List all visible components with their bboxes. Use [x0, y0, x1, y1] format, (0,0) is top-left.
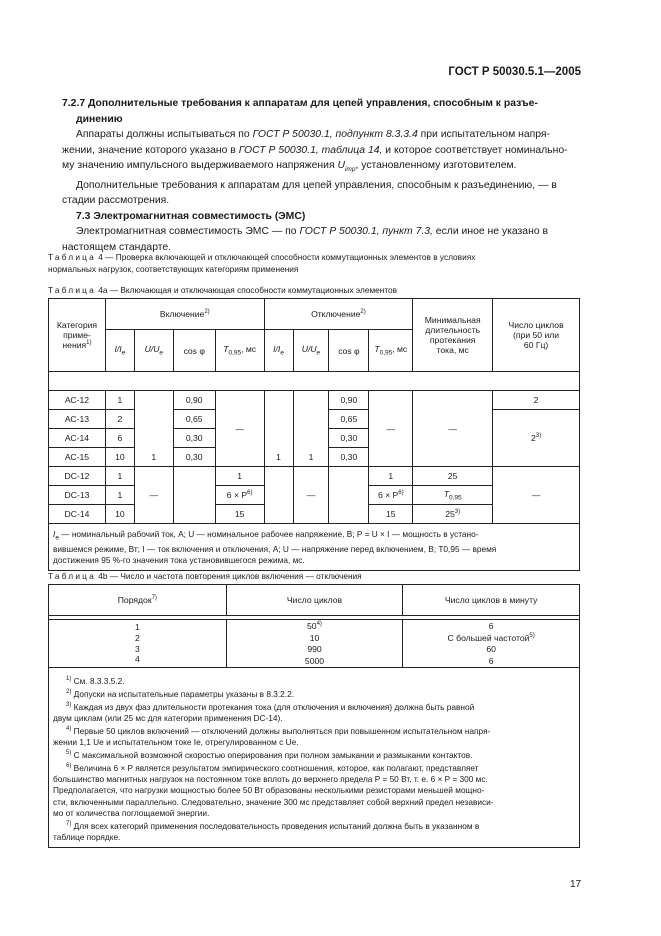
paragraph-line: му значению импульсного выдерживаемого напряжения $U_{imp}$, установленному изготовителем.: [62, 160, 517, 174]
page-number: 17: [570, 879, 582, 890]
paragraph: Аппараты должны испытываться по ГОСТ Р 50030.1, подпункт 8.3.3.4 при испытательном напря-: [76, 129, 550, 140]
col-min-duration: Минимальная длительность протекания тока, мс: [413, 299, 493, 372]
document-id: ГОСТ Р 50030.5.1—2005: [448, 66, 581, 78]
col-make-u: $U/U_e$: [134, 330, 173, 372]
table-row: АС-15 10 0,30 0,30: [49, 448, 580, 467]
table-row: DC-13 1 $6 \times P^{6)}$ $6 \times P^{6)}$ $T_{0,95}$: [49, 486, 580, 505]
col-cycles: Число циклов (при 50 или 60 Гц): [493, 299, 580, 372]
col-make-t: $T_{0,95}$, мс: [215, 330, 264, 372]
paragraph: Дополнительные требования к аппаратам для цепей управления, способным к разъединению, — в: [76, 179, 557, 191]
section-7-3-title: 7.3 Электромагнитная совместимость (ЭМС): [76, 210, 306, 222]
table-4a: [48, 298, 580, 571]
table-4b-caption: Таблица 4b — Число и частота повторения циклов включения — отключения: [48, 571, 362, 581]
table-row: DC-12 1 — 1 — 1 25 —: [49, 467, 580, 486]
table-footnotes: $^{1)}$ См. 8.3.3.5.2. $^{2)}$ Допуски на испытательные параметры указаны в 8.3.2.2. $^{3)}$ Каждая из двух фаз длительности протекания тока (для отключения и включения) должна быть равной двум циклам (или 25 мс для категории применения DC-14). $^{4)}$ Первые 50 циклов включений — отключений должны выполняться при повышенном испытательном напря- жении 1,1 Uе и испытательном токе Iе, отрегулированном с Uе. $^{5)}$ С максимальной возможной скоростью оперирования при полном замыкании и размыкании контактов. $^{6)}$ Величина 6 × P является результатом эмпирического соотношения, которое, как полагают, представляет большинство магнитных нагрузок на постоянном токе вплоть до верхнего предела P = 50 Вт, т. е. 6 × P = 300 мс. Предполагается, что нагрузки мощностью более 50 Вт образованы несколькими резисторами меньшей мощно- сти, включенными параллельно. Следовательно, значение 300 мс представляет собой верхний предел независи- мо от количества поглощаемой энергии. $^{7)}$ Для всех категорий применения последовательность проведения испытаний должна быть в указанном в таблице порядке.: [49, 668, 580, 848]
table-row: 4 5000 6: [49, 654, 580, 668]
col-break-i: $I/I_e$: [264, 330, 293, 372]
footnote: $^{5)}$ С максимальной возможной скоростью оперирования при полном замыкании и размыкании контактов.: [66, 750, 473, 761]
footnote: $^{6)}$ Величина 6 × P является результатом эмпирического соотношения, которое, как полагают, представляет: [66, 763, 479, 774]
col-break-cos: cos φ: [329, 330, 369, 372]
col-break-t: $T_{0,95}$, мс: [369, 330, 413, 372]
table-row: АС-12 1 1 0,90 — 1 1 0,90 — — 2: [49, 391, 580, 410]
table-row: DC-14 10 15 15 25$^{3)}$: [49, 505, 580, 524]
section-title-cont: динению: [76, 113, 123, 125]
col-make: Включение$^{2)}$: [105, 299, 264, 330]
table-row: АС-14 6 0,30 0,30: [49, 429, 580, 448]
col-cycles: Число циклов: [226, 585, 403, 616]
footnote: $^{3)}$ Каждая из двух фаз длительности протекания тока (для отключения и включения) должна быть равной: [66, 701, 475, 712]
section-title: 7.2.7 Дополнительные требования к аппаратам для цепей управления, способным к разъе-: [62, 98, 538, 109]
paragraph-line: стадии рассмотрения.: [62, 195, 170, 207]
table-row: 3 990 60: [49, 643, 580, 654]
col-make-i: $I/I_e$: [105, 330, 134, 372]
table-row: 2 10 С большей частотой$^{5)}$: [49, 632, 580, 643]
table-4-caption: Таблица 4 — Проверка включающей и отключающей способности коммутационных элементов в условиях нормальных нагрузок, соответствующих категориям применения: [48, 252, 476, 274]
paragraph: Электромагнитная совместимость ЭМС — по ГОСТ Р 50030.1, пункт 7.3, если иное не указано в: [76, 226, 549, 238]
col-per-minute: Число циклов в минуту: [403, 585, 580, 616]
col-break-u: $U/U_e$: [293, 330, 329, 372]
col-category: Категория приме- нения$^{1)}$: [49, 299, 106, 372]
footnote: $^{2)}$ Допуски на испытательные параметры указаны в 8.3.2.2.: [66, 688, 295, 699]
table-note: $I_e$ — номинальный рабочий ток, А; U — номинальное рабочее напряжение, В; P = U × I — мощность в устано- вившемся режиме, Вт; I — ток включения и отключения, А; U — напряжение перед включением, В; T0,95 — время достижения 95 %-го значения тока установившегося режима, мс.: [49, 524, 580, 571]
footnote: $^{1)}$ См. 8.3.3.5.2.: [66, 675, 125, 686]
footnote: $^{4)}$ Первые 50 циклов включений — отключений должны выполняться при повышенном испытательном напря-: [66, 725, 491, 736]
table-row: 1 50$^{4)}$ 6: [49, 620, 580, 633]
table-row: АС-13 2 0,65 0,65 2$^{3)}$: [49, 410, 580, 429]
footnote: $^{7)}$ Для всех категорий применения последовательность проведения испытаний должна быть в указанном в: [66, 820, 480, 831]
col-make-cos: cos φ: [173, 330, 215, 372]
paragraph-line: жении, значение которого указано в ГОСТ Р 50030.1, таблица 14, и которое соответствует номинально-: [62, 144, 568, 156]
paragraph-line: настоящем стандарте.: [62, 241, 172, 253]
col-order: Порядок$^{7)}$: [49, 585, 227, 616]
col-break: Отключение$^{2)}$: [264, 299, 413, 330]
table-4b: [48, 584, 580, 848]
table-4a-caption: Таблица 4а — Включающая и отключающая способности коммутационных элементов: [48, 285, 398, 295]
section-7-2-7: [62, 96, 582, 255]
